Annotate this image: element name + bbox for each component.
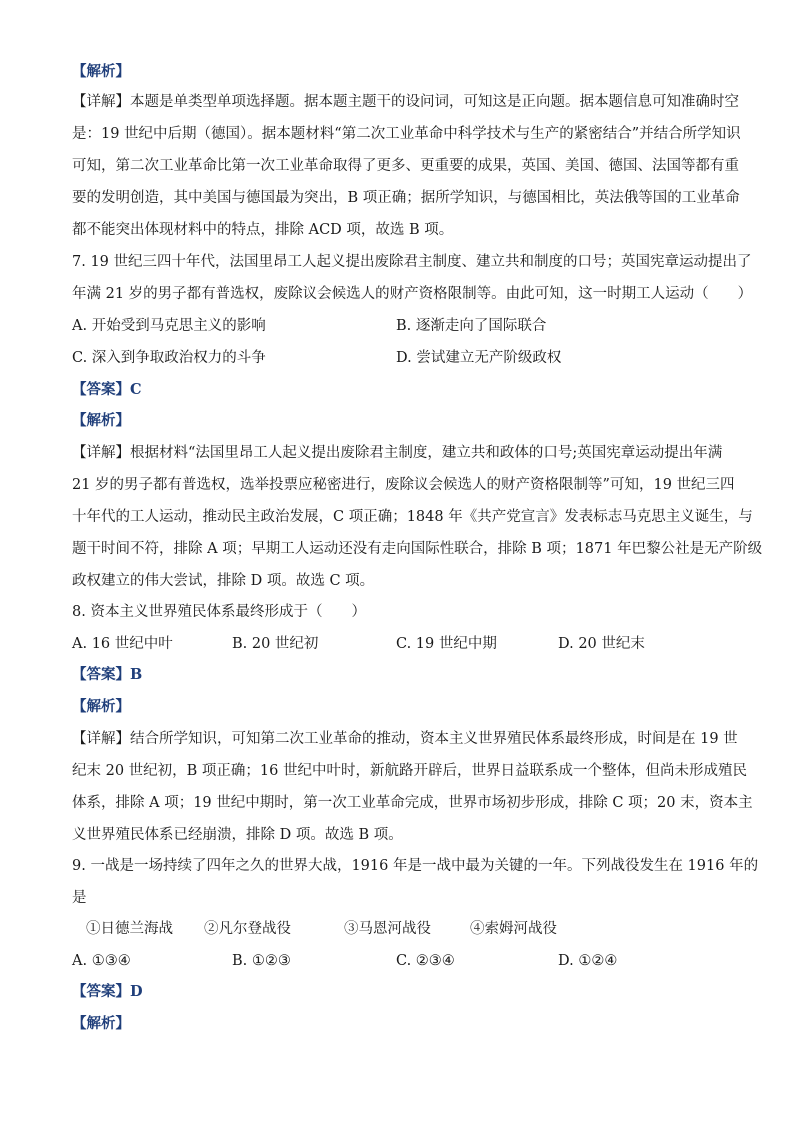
- detail-3-line-2: 纪末 20 世纪初，B 项正确；16 世纪中叶时，新航路开辟后，世界日益联系成一个整体，但尚未形成殖民: [72, 763, 747, 779]
- answer-heading-8: 【答案】B: [72, 666, 143, 683]
- detail-1-line-2: 是：19 世纪中后期（德国）。据本题材料“第二次工业革命中科学技术与生产的紧密结合”并结合所学知识: [72, 126, 741, 142]
- q9-option-b: B. ①②③: [232, 953, 291, 969]
- answer-heading-7: 【答案】C: [72, 381, 142, 398]
- detail-1-line-4: 要的发明创造，其中美国与德国最为突出，B 项正确；据所学知识，与德国相比，英法俄等国的工业革命: [72, 190, 740, 206]
- q8-option-c: C. 19 世纪中期: [396, 636, 497, 652]
- q8-stem: 8. 资本主义世界殖民体系最终形成于（ ）: [72, 604, 366, 620]
- detail-2-line-3: 十年代的工人运动，推动民主政治发展，C 项正确；1848 年《共产党宣言》发表标志马克思主义诞生，与: [72, 509, 753, 525]
- detail-3-line-4: 义世界殖民体系已经崩溃，排除 D 项。故选 B 项。: [72, 827, 403, 843]
- analysis-heading-1: 【解析】: [72, 63, 130, 80]
- detail-2-line-1: 【详解】根据材料“法国里昂工人起义提出废除君主制度，建立共和政体的口号;英国宪章运动提出年满: [72, 445, 723, 461]
- detail-3-line-1: 【详解】结合所学知识，可知第二次工业革命的推动，资本主义世界殖民体系最终形成，时间是在 19 世: [72, 731, 738, 747]
- q8-option-d: D. 20 世纪末: [558, 636, 645, 652]
- detail-3-line-3: 体系，排除 A 项；19 世纪中期时，第一次工业革命完成，世界市场初步形成，排除 C 项；20 末，资本主: [72, 795, 753, 811]
- analysis-heading-4: 【解析】: [72, 1015, 130, 1032]
- q9-option-d: D. ①②④: [558, 953, 618, 969]
- q9-option-c: C. ②③④: [396, 953, 455, 969]
- q7-option-a: A. 开始受到马克思主义的影响: [72, 318, 266, 334]
- q7-option-d: D. 尝试建立无产阶级政权: [396, 350, 562, 366]
- analysis-heading-2: 【解析】: [72, 412, 130, 429]
- q9-item-3: ③马恩河战役: [344, 921, 431, 937]
- detail-2-line-5: 政权建立的伟大尝试，排除 D 项。故选 C 项。: [72, 573, 375, 589]
- detail-1-line-1: 【详解】本题是单类型单项选择题。据本题主题干的设问词，可知这是正向题。据本题信息可知准确时空: [72, 94, 739, 110]
- detail-1-line-5: 都不能突出体现材料中的特点，排除 ACD 项，故选 B 项。: [72, 222, 454, 238]
- q9-item-2: ②凡尔登战役: [204, 921, 291, 937]
- q7-stem-line-1: 7. 19 世纪三四十年代，法国里昂工人起义提出废除君主制度、建立共和制度的口号；英国宪章运动提出了: [72, 254, 752, 270]
- q7-stem-line-2: 年满 21 岁的男子都有普选权，废除议会候选人的财产资格限制等。由此可知，这一时期工人运动（ ）: [72, 286, 753, 302]
- detail-1-line-3: 可知，第二次工业革命比第一次工业革命取得了更多、更重要的成果，英国、美国、德国、法国等都有重: [72, 158, 739, 174]
- q7-option-b: B. 逐渐走向了国际联合: [396, 318, 547, 334]
- analysis-heading-3: 【解析】: [72, 698, 130, 715]
- detail-2-line-4: 题干时间不符，排除 A 项；早期工人运动还没有走向国际性联合，排除 B 项；1871 年巴黎公社是无产阶级: [72, 541, 763, 557]
- q8-option-a: A. 16 世纪中叶: [72, 636, 173, 652]
- q7-option-c: C. 深入到争取政治权力的斗争: [72, 350, 266, 366]
- q9-stem-line-2: 是: [72, 890, 87, 906]
- q9-item-1: ①日德兰海战: [86, 921, 173, 937]
- q8-option-b: B. 20 世纪初: [232, 636, 319, 652]
- detail-2-line-2: 21 岁的男子都有普选权，选举投票应秘密进行，废除议会候选人的财产资格限制等”可知，19 世纪三四: [72, 477, 735, 493]
- q9-option-a: A. ①③④: [72, 953, 131, 969]
- answer-heading-9: 【答案】D: [72, 983, 143, 1000]
- q9-item-4: ④索姆河战役: [470, 921, 557, 937]
- q9-stem-line-1: 9. 一战是一场持续了四年之久的世界大战，1916 年是一战中最为关键的一年。下列战役发生在 1916 年的: [72, 858, 759, 874]
